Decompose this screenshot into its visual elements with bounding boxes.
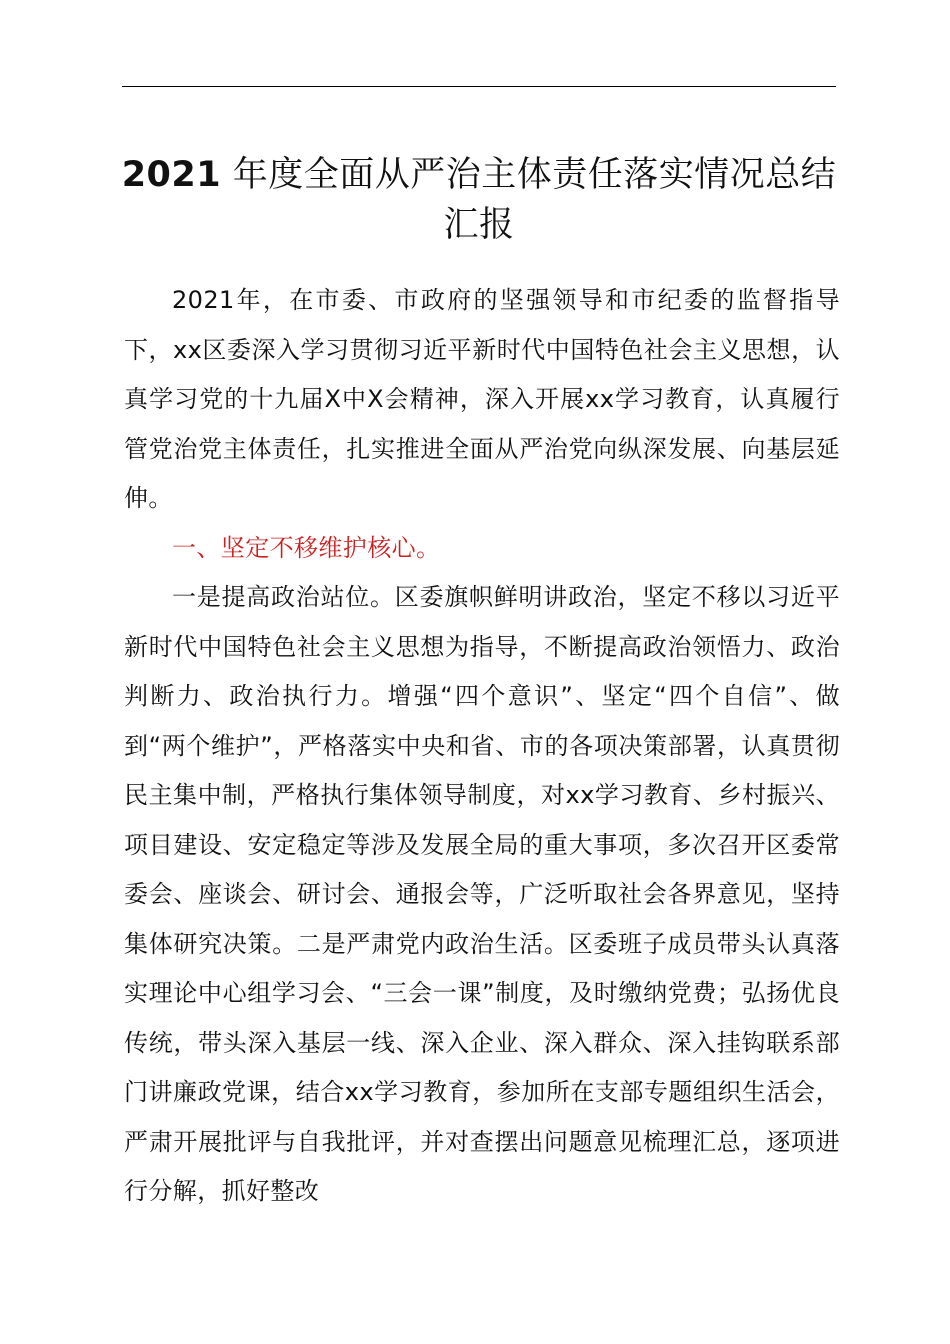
section-heading: 一、坚定不移维护核心。 bbox=[172, 533, 441, 562]
section-paragraph: 一是提高政治站位。区委旗帜鲜明讲政治，坚定不移以习近平新时代中国特色社会主义思想为指导，不断提高政治领悟力、政治判断力、政治执行力。增强“四个意识”、坚定“四个自信”、做到“两个维护”，严格落实中央和省、市的各项决策部署，认真贯彻民主集中制，严格执行集体领导制度，对xx学习教育、乡村振兴、项目建设、安定稳定等涉及发展全局的重大事项，多次召开区委常委会、座谈会、研讨会、通报会等，广泛听取社会各界意见，坚持集体研究决策。二是严肃党内政治生活。区委班子成员带头认真落实理论中心组学习会、“三会一课”制度，及时缴纳党费；弘扬优良传统，带头深入基层一线、深入企业、深入群众、深入挂钩联系部门讲廉政党课，结合xx学习教育，参加所在支部专题组织生活会，严肃开展批评与自我批评，并对查摆出问题意见梳理汇总，逐项进行分解，抓好整改 bbox=[124, 583, 840, 1205]
document-title bbox=[110, 150, 848, 250]
title-text: 年度全面从严治主体责任落实情况总结汇报 bbox=[232, 155, 837, 245]
header-rule bbox=[122, 86, 836, 87]
intro-paragraph: 2021年，在市委、市政府的坚强领导和市纪委的监督指导下，xx区委深入学习贯彻习近平新时代中国特色社会主义思想，认真学习党的十九届X中X会精神，深入开展xx学习教育，认真履行管党治党主体责任，扎实推进全面从严治党向纵深发展、向基层延伸。 bbox=[124, 286, 840, 512]
title-year: 2021 bbox=[121, 155, 222, 195]
document-body bbox=[124, 276, 840, 1217]
